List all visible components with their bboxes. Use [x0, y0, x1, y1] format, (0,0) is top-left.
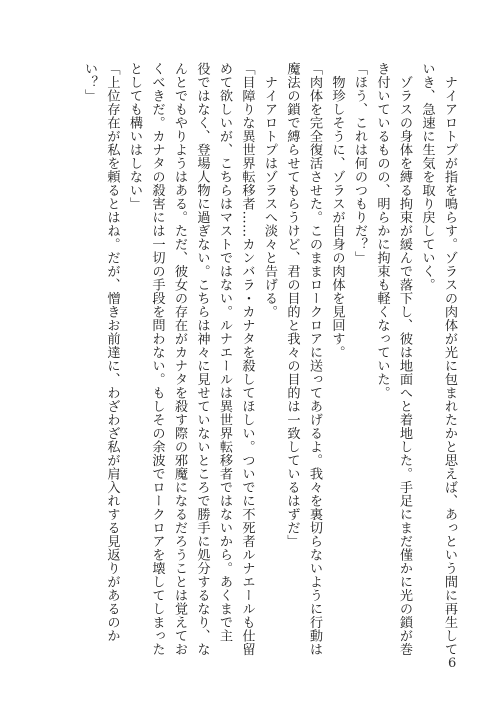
- text-line: ナイアロトプはゾラスへ淡々と告げる。: [262, 62, 277, 319]
- text-line: んとでもやりようはある。ただ、彼女の存在がカナタを殺す際の邪魔になるだろうことは覚えてお: [172, 62, 187, 656]
- text-line: 「肉体を完全復活させた。このままロークロアに送ってあげるよ。我々を裏切らないように行動は: [307, 62, 322, 656]
- vertical-text-body: [78, 62, 461, 656]
- text-line: 「ほう、これは何のつもりだ？」: [352, 62, 367, 265]
- text-line: めて欲しいが、こちらはマストではない。ルナエールは異世界転移者ではないから。あくまで主: [217, 62, 232, 643]
- text-line: ナイアロトプが指を鳴らす。ゾラスの肉体が光に包まれたかと思えば、あっという間に再生して: [442, 62, 457, 656]
- text-line: 魔法の鎖で縛らせてもらうけど、君の目的と我々の目的は一致しているはずだ」: [284, 62, 300, 548]
- text-line: 役ではなく、登場人物に過ぎない。こちらは神々に見せていないところで勝手に処分するなり、な: [194, 62, 210, 656]
- page-number: 6: [448, 656, 457, 671]
- text-line: 「上位存在が私を頼るとはね。だが、憎きお前達に、わざわざ私が肩入れする見返りがあるのか: [104, 62, 120, 643]
- text-line: くべきだ。カナタの殺害には一切の手段を問わない。もしその余波でロークロアを壊してしまった: [149, 62, 165, 656]
- text-line: いき、急速に生気を取り戻していく。: [419, 62, 435, 292]
- text-line: ゾラスの身体を縛る拘束が緩んで落下し、彼は地面へと着地した。手足にまだ僅かに光の鎖が巻: [397, 62, 412, 656]
- text-line: い？」: [82, 62, 97, 103]
- text-line: 「目障りな異世界転移者……カンバラ・カナタを殺してほしい。ついでに不死者ルナエールも仕留: [239, 62, 255, 656]
- text-line: としても構いはしない」: [127, 62, 142, 211]
- text-line: 物珍しそうに、ゾラスが自身の肉体を見回す。: [329, 62, 345, 359]
- text-line: き付いているものの、明らかに拘束も軽くなっていた。: [374, 62, 390, 400]
